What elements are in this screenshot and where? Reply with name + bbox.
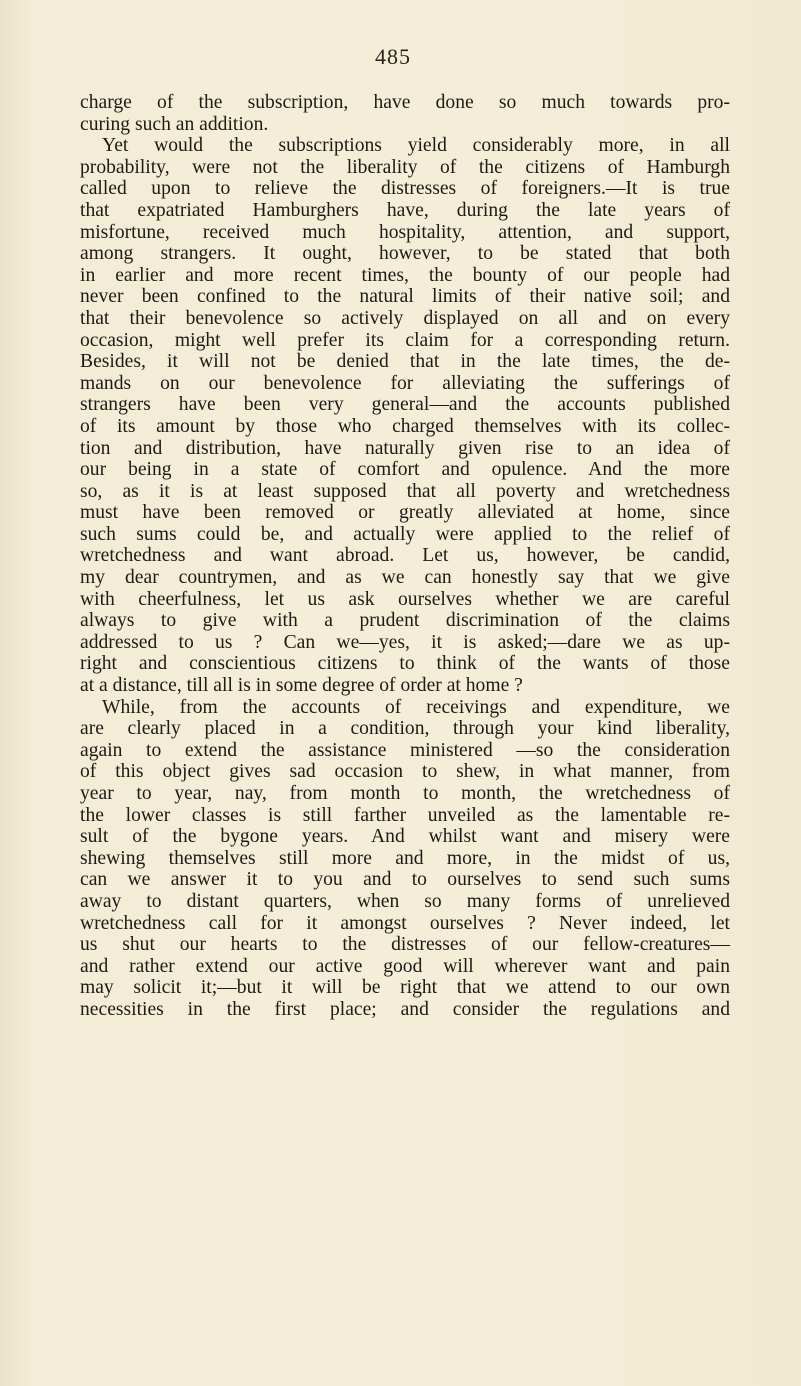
text-line: among strangers. It ought, however, to be stated that both [80, 243, 730, 265]
text-line: may solicit it;—but it will be right that we attend to our own [80, 977, 730, 999]
text-line: can we answer it to you and to ourselves to send such sums [80, 869, 730, 891]
text-line: While, from the accounts of receivings and expenditure, we [102, 696, 730, 718]
text-line: such sums could be, and actually were applied to the relief of [80, 523, 730, 545]
text-line: mands on our benevolence for alleviating the sufferings of [80, 372, 730, 394]
text-line: strangers have been very general—and the accounts published [80, 394, 730, 416]
text-line: and rather extend our active good will wherever want and pain [80, 955, 730, 977]
page-number: 485 [375, 44, 411, 69]
text-line: wretchedness call for it amongst ourselves ? Never indeed, let [80, 912, 730, 934]
text-line: my dear countrymen, and as we can honestly say that we give [80, 567, 730, 589]
text-line: always to give with a prudent discrimination of the claims [80, 610, 730, 632]
text-line: are clearly placed in a condition, through your kind liberality, [80, 718, 730, 740]
text-line: shewing themselves still more and more, in the midst of us, [80, 847, 730, 869]
text-line: of this object gives sad occasion to shew, in what manner, from [80, 761, 730, 783]
text-line: never been confined to the natural limits of their native soil; and [80, 286, 730, 308]
text-line: that their benevolence so actively displayed on all and on every [80, 307, 730, 329]
text-line: called upon to relieve the distresses of foreigners.—It is true [80, 178, 730, 200]
body-text [80, 92, 730, 1021]
text-line: wretchedness and want abroad. Let us, however, be candid, [80, 545, 730, 567]
text-line: must have been removed or greatly alleviated at home, since [80, 502, 730, 524]
text-line: our being in a state of comfort and opulence. And the more [80, 459, 730, 481]
text-line: right and conscientious citizens to think of the wants of those [80, 653, 730, 675]
text-line: away to distant quarters, when so many forms of unrelieved [80, 890, 730, 912]
text-line: with cheerfulness, let us ask ourselves whether we are careful [80, 588, 730, 610]
text-line: Yet would the subscriptions yield considerably more, in all [102, 135, 730, 157]
text-line: year to year, nay, from month to month, the wretchedness of [80, 783, 730, 804]
text-line: addressed to us ? Can we—yes, it is asked;—dare we as up- [80, 631, 730, 653]
text-line: the lower classes is still farther unveiled as the lamentable re- [80, 804, 730, 826]
text-line: Besides, it will not be denied that in the late times, the de- [80, 351, 730, 373]
text-line: us shut our hearts to the distresses of our fellow-creatures— [80, 934, 730, 956]
text-line: charge of the subscription, have done so much towards pro- [80, 92, 730, 113]
text-line: again to extend the assistance ministered —so the consideration [80, 739, 730, 761]
text-line: of its amount by those who charged themselves with its collec- [80, 415, 730, 437]
text-line: sult of the bygone years. And whilst want and misery were [80, 826, 730, 848]
text-line: occasion, might well prefer its claim for a corresponding return. [80, 329, 730, 351]
text-line: so, as it is at least supposed that all poverty and wretchedness [80, 480, 730, 502]
text-line: necessities in the first place; and consider the regulations and [80, 998, 730, 1020]
text-line: probability, were not the liberality of the citizens of Hamburgh [80, 156, 730, 178]
text-line: that expatriated Hamburghers have, during the late years of [80, 199, 730, 221]
text-line: misfortune, received much hospitality, attention, and support, [80, 221, 730, 243]
text-line: tion and distribution, have naturally given rise to an idea of [80, 437, 730, 459]
text-line: at a distance, till all is in some degree of order at home ? [80, 675, 523, 697]
text-line: curing such an addition. [80, 113, 269, 135]
text-line: in earlier and more recent times, the bounty of our people had [80, 264, 730, 286]
